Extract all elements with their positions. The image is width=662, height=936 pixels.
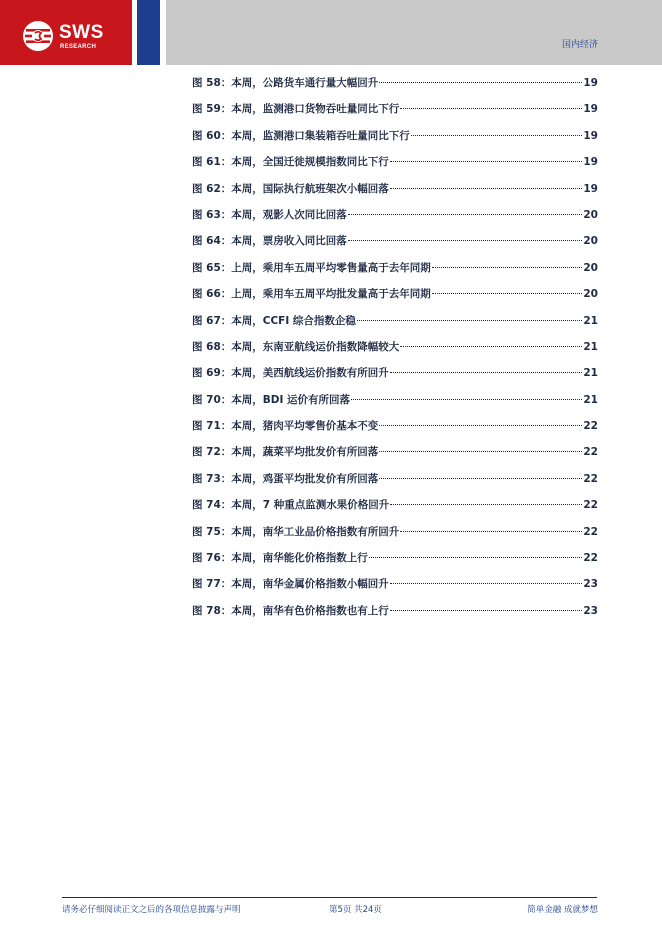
- toc-entry-label[interactable]: 图 58：本周，公路货车通行量大幅回升: [192, 77, 379, 89]
- toc-entry-page[interactable]: 19: [583, 103, 598, 116]
- toc-entry-page[interactable]: 19: [583, 182, 598, 195]
- toc-entry[interactable]: [192, 122, 598, 148]
- toc-entry[interactable]: [192, 465, 598, 491]
- toc-entry-page[interactable]: 20: [583, 288, 598, 301]
- logo-subtext: RESEARCH: [60, 44, 97, 50]
- toc-entry-label[interactable]: 图 76：本周，南华能化价格指数上行: [192, 552, 368, 565]
- toc-entry-label[interactable]: 图 72：本周，蔬菜平均批发价有所回落: [192, 446, 379, 459]
- toc-dot-leader: [390, 372, 583, 373]
- toc-entry-label[interactable]: 图 75：本周，南华工业品价格指数有所回升: [192, 525, 400, 538]
- toc-dot-leader: [390, 610, 583, 611]
- toc-entry[interactable]: [192, 227, 598, 253]
- header-gray-band: [166, 0, 662, 65]
- toc-dot-leader: [411, 135, 583, 136]
- toc-entry-page[interactable]: 23: [583, 578, 598, 591]
- toc-entry-label[interactable]: 图 67：本周，CCFI 综合指数企稳: [192, 314, 356, 327]
- toc-entry-label[interactable]: 图 70：本周，BDI 运价有所回落: [192, 393, 351, 406]
- toc-dot-leader: [390, 188, 583, 189]
- toc-entry[interactable]: [192, 359, 598, 385]
- toc-dot-leader: [379, 425, 582, 426]
- figure-list: [192, 69, 598, 623]
- toc-entry-label[interactable]: 图 60：本周，监测港口集装箱吞吐量同比下行: [192, 129, 410, 142]
- toc-dot-leader: [351, 399, 582, 400]
- toc-dot-leader: [390, 583, 583, 584]
- toc-entry-page[interactable]: 19: [583, 129, 598, 142]
- footer-page-info: 第5页 共24页: [329, 905, 382, 915]
- toc-entry-page[interactable]: 20: [583, 208, 598, 221]
- toc-dot-leader: [400, 346, 582, 347]
- toc-entry-label[interactable]: 图 71：本周，猪肉平均零售价基本不变: [192, 420, 379, 433]
- toc-entry-label[interactable]: 图 68：本周，东南亚航线运价指数降幅较大: [192, 340, 400, 353]
- toc-entry-page[interactable]: 22: [583, 446, 598, 459]
- toc-entry-label[interactable]: 图 73：本周，鸡蛋平均批发价有所回落: [192, 472, 379, 485]
- toc-entry-label[interactable]: 图 62：本周，国际执行航班架次小幅回落: [192, 182, 389, 195]
- toc-dot-leader: [357, 320, 582, 321]
- toc-entry[interactable]: [192, 280, 598, 306]
- toc-entry-label[interactable]: 图 59：本周，监测港口货物吞吐量同比下行: [192, 103, 400, 116]
- toc-entry[interactable]: [192, 570, 598, 596]
- toc-entry-page[interactable]: 20: [583, 235, 598, 248]
- sws-logo-icon: [22, 20, 54, 52]
- toc-entry[interactable]: [192, 518, 598, 544]
- toc-entry-page[interactable]: 23: [583, 604, 598, 617]
- toc-entry-page[interactable]: 21: [583, 340, 598, 353]
- toc-dot-leader: [379, 82, 582, 83]
- toc-entry-label[interactable]: 图 63：本周，观影人次同比回落: [192, 208, 347, 221]
- toc-dot-leader: [432, 293, 583, 294]
- toc-dot-leader: [390, 161, 583, 162]
- toc-entry-label[interactable]: 图 69：本周，美西航线运价指数有所回升: [192, 367, 389, 380]
- toc-entry-label[interactable]: 图 65：上周，乘用车五周平均零售量高于去年同期: [192, 261, 431, 274]
- toc-entry-page[interactable]: 21: [583, 393, 598, 406]
- toc-entry-label[interactable]: 图 61：本周，全国迁徙规模指数同比下行: [192, 156, 389, 169]
- toc-entry-page[interactable]: 22: [583, 472, 598, 485]
- toc-entry[interactable]: [192, 175, 598, 201]
- toc-entry[interactable]: [192, 307, 598, 333]
- toc-entry-label[interactable]: 图 74：本周，7 种重点监测水果价格回升: [192, 499, 390, 512]
- toc-entry[interactable]: [192, 412, 598, 438]
- toc-dot-leader: [432, 267, 583, 268]
- toc-entry[interactable]: [192, 69, 598, 95]
- toc-dot-leader: [369, 557, 583, 558]
- sws-logo: [22, 20, 122, 58]
- toc-dot-leader: [379, 451, 582, 452]
- toc-entry[interactable]: [192, 201, 598, 227]
- toc-entry-page[interactable]: 21: [583, 314, 598, 327]
- toc-entry-label[interactable]: 图 64：本周，票房收入同比回落: [192, 235, 347, 248]
- toc-entry-label[interactable]: 图 77：本周，南华金属价格指数小幅回升: [192, 578, 389, 591]
- logo-wordmark: SWS: [59, 22, 104, 43]
- toc-entry-page[interactable]: 19: [583, 77, 598, 89]
- toc-entry-page[interactable]: 22: [583, 499, 598, 512]
- toc-entry[interactable]: [192, 544, 598, 570]
- toc-dot-leader: [390, 504, 582, 505]
- footer-slogan: 简单金融 成就梦想: [527, 905, 598, 915]
- toc-entry[interactable]: [192, 148, 598, 174]
- toc-dot-leader: [400, 531, 582, 532]
- toc-dot-leader: [348, 214, 583, 215]
- toc-entry[interactable]: [192, 333, 598, 359]
- footer-divider: [62, 897, 597, 898]
- toc-entry-page[interactable]: 22: [583, 420, 598, 433]
- toc-entry[interactable]: [192, 386, 598, 412]
- toc-dot-leader: [348, 240, 583, 241]
- toc-entry-page[interactable]: 21: [583, 367, 598, 380]
- toc-entry-page[interactable]: 22: [583, 552, 598, 565]
- footer-disclaimer: 请务必仔细阅读正文之后的各项信息披露与声明: [62, 905, 241, 915]
- toc-entry-page[interactable]: 20: [583, 261, 598, 274]
- toc-dot-leader: [379, 478, 582, 479]
- toc-entry[interactable]: [192, 597, 598, 623]
- toc-dot-leader: [400, 108, 582, 109]
- toc-entry-page[interactable]: 19: [583, 156, 598, 169]
- toc-entry[interactable]: [192, 254, 598, 280]
- toc-entry-label[interactable]: 图 78：本周，南华有色价格指数也有上行: [192, 604, 389, 617]
- toc-entry[interactable]: [192, 95, 598, 121]
- toc-entry-page[interactable]: 22: [583, 525, 598, 538]
- toc-entry[interactable]: [192, 491, 598, 517]
- section-title: 国内经济: [561, 40, 598, 50]
- header-blue-stripe: [137, 0, 160, 65]
- toc-entry-label[interactable]: 图 66：上周，乘用车五周平均批发量高于去年同期: [192, 288, 431, 301]
- toc-entry[interactable]: [192, 438, 598, 464]
